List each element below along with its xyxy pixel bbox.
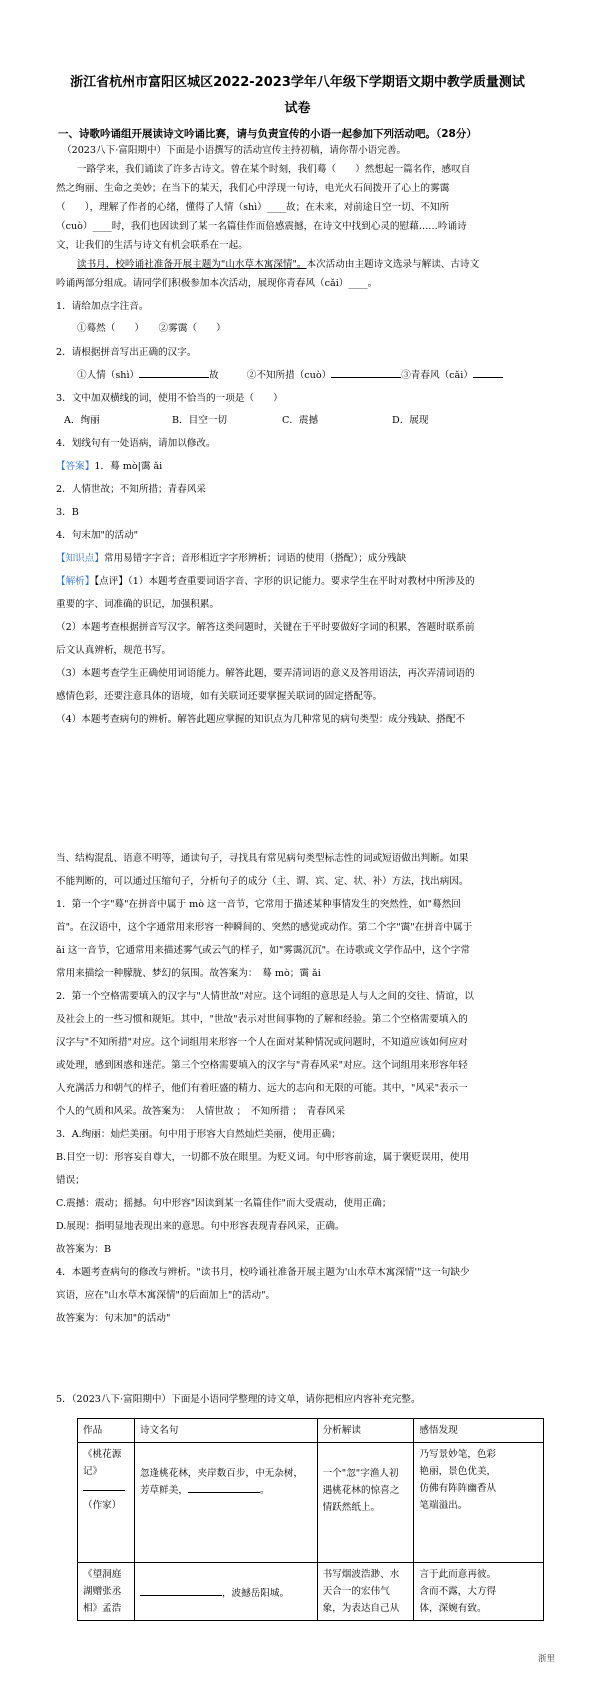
para-line: （ ），理解了作者的心绪，懂得了人情（shì）____故；在未来，对前途日空一切、不知所 xyxy=(56,202,450,213)
para-line: 吟诵两部分组成。请同学们积极参加本次活动，展现你青春风（cǎi）____。 xyxy=(56,278,378,289)
cell-text: 一个"忽"字渔人初 xyxy=(322,1468,399,1479)
q3-option-b: B．目空一切 xyxy=(172,415,228,426)
cell-text: 仿佛有阵阵幽香从 xyxy=(419,1483,497,1494)
table-header: 分析解读 xyxy=(317,1419,414,1443)
q2-item-b: ②不知所措（cuò） xyxy=(246,370,332,381)
cell-text: 言于此而意再彼。 xyxy=(419,1569,497,1580)
cell-text: 乃写景妙笔，色彩 xyxy=(419,1449,497,1460)
analysis-text: 2．第一个空格需要填入的汉字与"人情世故"对应。这个词组的意思是人与人之间的交往、情谊，以 xyxy=(56,991,474,1002)
analysis-text: 常用来描绘一种朦胧、梦幻的氛围。故答案为： 蓦 mò；霭 ǎi xyxy=(56,968,321,979)
cell-text: 芳草鲜美， xyxy=(139,1485,188,1496)
cell-text: 情跃然纸上。 xyxy=(322,1502,381,1513)
para-line: 文，让我们的生活与诗文有机会联系在一起。 xyxy=(56,240,248,251)
footer-text: 浙里 xyxy=(537,1654,555,1664)
q3-option-d: D．展现 xyxy=(392,415,429,426)
analysis-text: 1．第一个字"蓦"在拼音中属于 mò 这一音节，它常用于描述某种事情发生的突然性，如"蓦然回 xyxy=(56,899,461,910)
table-cell-insight xyxy=(414,1443,544,1563)
analysis-text: 3．A.绚丽：灿烂美丽。句中用于形容大自然灿烂美丽，使用正确； xyxy=(56,1129,341,1140)
question-3: 3．文中加双横线的词，使用不恰当的一项是（ ） xyxy=(56,393,283,404)
answer-blank[interactable] xyxy=(473,368,503,378)
table-header: 诗文名句 xyxy=(134,1419,317,1443)
analysis-text: 故答案为：句末加"的活动" xyxy=(56,1313,171,1324)
analysis-text: 感情色彩，还要注意具体的语境，如有关联词还要掌握关联词的固定搭配等。 xyxy=(56,691,383,702)
table-cell-quote xyxy=(134,1563,317,1621)
cell-text: 体，深婉有致。 xyxy=(419,1603,487,1614)
cell-text: （作家） xyxy=(83,1500,122,1511)
poetry-table xyxy=(77,1418,544,1621)
analysis-text: 及社会上的一些习惯和规矩。其中，"世故"表示对世间事物的了解和经验。第二个空格需要填入的 xyxy=(56,1014,468,1025)
knowledge-line xyxy=(56,552,406,565)
table-cell-work xyxy=(78,1563,135,1621)
section-heading: 一、诗歌吟诵组开展读诗文吟诵比赛，请与负责宣传的小语一起参加下列活动吧。（28分） xyxy=(58,128,477,140)
table-cell-insight xyxy=(414,1563,544,1621)
analysis-text: （3）本题考查学生正确使用词语能力。解答此题，要弄清词语的意义及答用语法，再次弄清词语的 xyxy=(56,668,475,679)
analysis-text: 【点评】（1）本题考查重要词语字音、字形的识记能力。要求学生在平时对教材中所涉及的 xyxy=(94,576,475,587)
cell-text: 相》孟浩 xyxy=(83,1603,122,1614)
knowledge-points: 常用易错字字音；音形相近字字形辨析；词语的使用（搭配）；成分残缺 xyxy=(103,553,407,564)
para-text: 本次活动由主题诗文选录与解读、古诗文 xyxy=(306,259,480,270)
analysis-text: 首"。在汉语中，这个字通常用来形容一种瞬间的、突然的感觉或动作。第二个字"霭"在拼音中属于 xyxy=(56,922,473,933)
question-5: 5．（2023八下·富阳期中）下面是小语同学整理的诗文单，请你把相应内容补充完整。 xyxy=(56,1394,421,1405)
q3-option-a: A．绚丽 xyxy=(64,415,100,426)
answer-blank[interactable] xyxy=(140,1586,222,1596)
answer-4: 4．句末加"的活动" xyxy=(56,530,139,541)
para-line: 然之绚丽、生命之美妙；在当下的某天，我们心中浮现一句诗，电光火石间拨开了心上的雾霭 xyxy=(56,183,450,194)
analysis-text: 汉字与"不知所措"对应。这个词组用来形容一个人在面对某种情况或问题时，不知道应该如何应对 xyxy=(56,1037,468,1048)
question-4: 4．划线句有一处语病，请加以修改。 xyxy=(56,438,216,449)
q2-item-c: ③青春风（cǎi） xyxy=(401,370,473,381)
table-cell-quote xyxy=(134,1443,317,1563)
cell-text: 《望洞庭 xyxy=(83,1569,122,1580)
table-header: 作品 xyxy=(78,1419,135,1443)
analysis-text: 重要的字、词准确的识记，加强积累。 xyxy=(56,599,220,610)
cell-text: 艳丽，景色优美， xyxy=(419,1466,497,1477)
answer-blank[interactable] xyxy=(188,1483,260,1493)
table-row xyxy=(78,1443,544,1563)
answer-blank[interactable] xyxy=(139,368,209,378)
analysis-tag: 【解析】 xyxy=(56,576,95,587)
table-cell-analysis xyxy=(317,1443,414,1563)
answer-3: 3．B xyxy=(56,507,79,518)
cell-text: 象，为表达自己从 xyxy=(322,1603,400,1614)
answer-1: 1．蓦 mò|霭 ǎi xyxy=(94,461,163,472)
cell-text: 笔端溢出。 xyxy=(419,1500,468,1511)
q3-option-c: C．震撼 xyxy=(282,415,319,426)
question-1: 1．请给加点字注音。 xyxy=(56,301,149,312)
analysis-text: 个人的气质和风采。故答案为： 人情世故 ； 不知所措 ； 青春风采 xyxy=(56,1106,346,1117)
q2-item-a: ①人情（shì） xyxy=(77,370,140,381)
para-line xyxy=(77,258,479,271)
para-line: （cuò）____时，我们也因读到了某一名篇佳作而倍感震撼，在诗文中找到心灵的慰藉……吟诵诗 xyxy=(56,221,467,232)
cell-text: ，波撼岳阳城。 xyxy=(221,1588,290,1599)
analysis-text: 人充满活力和朝气的样子，他们有着旺盛的精力、远大的志向和无限的可能。其中，"风采"表示一 xyxy=(56,1083,468,1094)
analysis-text: ǎi 这一音节，它通常用来描述雾气或云气的样子，如"雾霭沉沉"。在诗歌或文学作品中，这个字常 xyxy=(56,945,471,956)
question-2: 2．请根据拼音写出正确的汉字。 xyxy=(56,347,197,358)
analysis-text: 宾语，应在"山水草木寓深情"的后面加上"的活动"。 xyxy=(56,1290,276,1301)
answer-blank[interactable] xyxy=(83,1481,125,1491)
doc-title-line2: 试卷 xyxy=(284,101,311,116)
analysis-text: 错误； xyxy=(56,1175,85,1186)
doc-title-line1: 浙江省杭州市富阳区城区2022-2023学年八年级下学期语文期中教学质量测试 xyxy=(70,75,525,90)
analysis-text: B.目空一切：形容妄自尊大，一切都不放在眼里。为贬义词。句中形容前途，属于褒贬误用，使用 xyxy=(56,1152,470,1163)
analysis-text: 4．本题考查病句的修改与辨析。"读书月，校吟诵社准备开展主题为'山水草木寓深情'"这一句缺少 xyxy=(56,1267,470,1278)
analysis-text: 后文认真辨析，规范书写。 xyxy=(56,645,172,656)
question-1-options: ①蓦然（ ） ②雾霭（ ） xyxy=(77,323,226,334)
cell-text: 《桃花源 xyxy=(83,1449,122,1460)
underlined-sentence: 读书月，校吟诵社准备开展主题为"山水草木寓深情"。 xyxy=(77,259,307,270)
q2-item-a-tail: 故 xyxy=(209,370,219,381)
cell-text: 忽逢桃花林，夹岸数百步，中无杂树， xyxy=(139,1468,304,1479)
cell-text: 天合一的宏伟气 xyxy=(322,1586,390,1597)
analysis-line xyxy=(56,575,475,588)
answer-blank[interactable] xyxy=(331,368,401,378)
question-2-items xyxy=(77,368,503,382)
table-header-row xyxy=(78,1419,544,1443)
analysis-text: C.震撼：震动；摇撼。句中形容"因读到某一名篇佳作"而大受震动，使用正确； xyxy=(56,1198,392,1209)
cell-text: 湖赠张丞 xyxy=(83,1586,122,1597)
answer-tag: 【答案】 xyxy=(56,461,95,472)
cell-text: 遇桃花林的惊喜之 xyxy=(322,1485,400,1496)
analysis-text: 或处理，感到困惑和迷茫。第三个空格需要填入的汉字与"青春风采"对应。这个词组用来形容年轻 xyxy=(56,1060,468,1071)
cell-text: 书写烟波浩渺、水 xyxy=(322,1569,400,1580)
analysis-text: 当、结构混乱、语意不明等，通读句子，寻找具有常见病句类型标志性的词或短语做出判断。如果 xyxy=(56,853,469,864)
para-line: 一路学来，我们诵读了许多古诗文。曾在某个时刻，我们蓦（ ）然想起一篇名作，感叹自 xyxy=(77,164,471,175)
table-row xyxy=(78,1563,544,1621)
knowledge-tag: 【知识点】 xyxy=(56,553,104,564)
analysis-text: 不能判断的，可以通过压缩句子，分析句子的成分（主、谓、宾、定、状、补）方法，找出病因。 xyxy=(56,876,469,887)
table-header: 感悟发现 xyxy=(414,1419,544,1443)
cell-text: 含而不露，大方得 xyxy=(419,1586,497,1597)
intro-text: （2023八下·富阳期中）下面是小语撰写的活动宣传主持初稿，请你帮小语完善。 xyxy=(62,145,407,156)
answer-2: 2．人情世故；不知所措；青春风采 xyxy=(56,484,207,495)
table-cell-analysis xyxy=(317,1563,414,1621)
table-cell-work xyxy=(78,1443,135,1563)
analysis-text: （2）本题考查根据拼音写汉字。解答这类问题时，关键在于平时要做好字词的积累，答题时联系前 xyxy=(56,622,475,633)
analysis-text: D.展现：指明显地表现出来的意思。句中形容表现青春风采，正确。 xyxy=(56,1221,345,1232)
answer-line xyxy=(56,460,162,473)
analysis-text: 故答案为：B xyxy=(56,1244,112,1255)
cell-text: 。 xyxy=(259,1485,270,1496)
cell-text: 记》 xyxy=(83,1466,103,1477)
analysis-text: （4）本题考查病句的辨析。解答此题应掌握的知识点为几种常见的病句类型：成分残缺、搭配不 xyxy=(56,714,466,725)
